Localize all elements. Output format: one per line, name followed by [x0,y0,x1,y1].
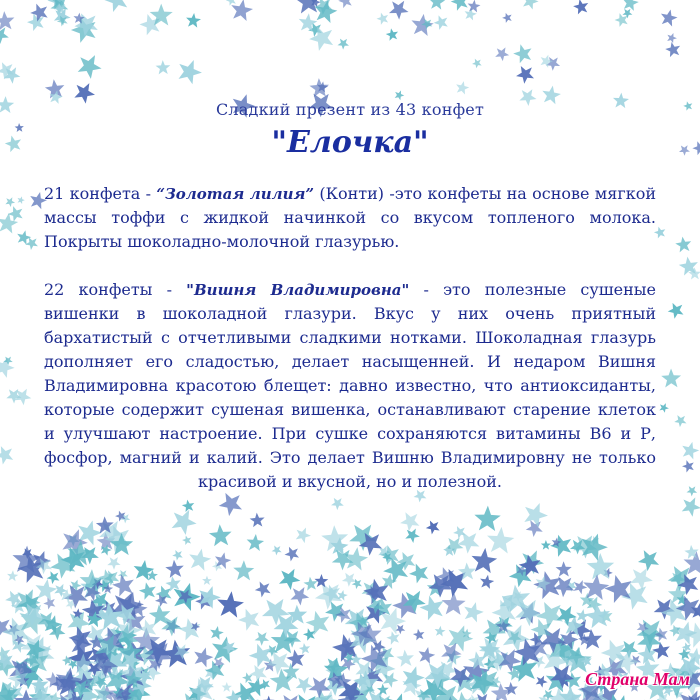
leaf-icon [252,628,272,648]
leaf-icon [624,562,656,594]
leaf-icon [289,587,310,607]
leaf-icon [5,196,16,207]
candy-name: "Вишня Владимировна" [186,281,410,299]
leaf-icon [104,553,122,571]
leaf-icon [664,31,678,45]
leaf-icon [514,64,534,85]
leaf-icon [14,122,26,134]
document-body [44,100,656,518]
leaf-icon [571,0,591,18]
leaf-icon [17,196,24,204]
leaf-icon [182,11,203,32]
leaf-icon [411,12,436,38]
leaf-icon [303,576,319,591]
leaf-icon [511,41,537,67]
leaf-icon [377,683,389,695]
leaf-icon [375,11,391,28]
leaf-icon [138,619,156,638]
leaf-icon [164,557,188,581]
leaf-icon [657,6,680,29]
leaf-icon [243,531,265,554]
leaf-icon [691,138,700,157]
leaf-icon [657,402,670,415]
leaf-icon [253,579,274,600]
leaf-icon [191,645,215,669]
leaf-icon [553,559,575,581]
leaf-icon [220,681,234,695]
leaf-icon [0,96,14,113]
leaf-icon [425,520,441,536]
leaf-icon [467,0,481,13]
leaf-icon [318,523,350,556]
leaf-icon [658,366,682,390]
paragraph-text: (Конти) -это конфеты на основе мягкой массы тоффи с жидкой начинкой со вкусом топленого молока. Покрыты шоколадно-молочной глазурью. [44,184,657,251]
leaf-icon [211,549,233,571]
leaf-icon [77,53,104,81]
leaf-icon [229,558,258,587]
leaf-icon [478,573,497,592]
leaf-icon [172,54,205,87]
paragraph-zolotaya-liliya [44,182,656,254]
leaf-icon [604,574,632,603]
leaf-icon [337,0,357,11]
leaf-icon [520,0,540,12]
candy-name: “Золотая лилия” [156,185,315,203]
leaf-icon [193,583,224,614]
leaf-icon [3,132,25,155]
subtitle: Сладкий презент из 43 конфет [215,100,485,119]
leaf-icon [535,675,548,689]
leaf-icon [680,440,700,461]
leaf-icon [278,567,302,592]
paragraph-text: - это полезные сушеные вишенки в шоколадной глазури. Вкус у них очень приятный бархатистый с отчетливыми сладкими нотками. Шоколадная глазурь дополняет его сладостью, делает насыщенней. И недаром Вишня Владимировна красотою блещет: давно известно, что антиоксиданты, которые содержит сушеная вишенка, останавливают старение клеток и улучшают настроение. При сушке сохраняются витамины В6 и Р, фосфор, магний и калий. Это делает Вишню Владимировну не только красивой и вкусной, но и полезной. [44,280,656,491]
paragraph-prefix: 21 конфета - [44,184,157,203]
leaf-icon [271,545,282,556]
leaf-icon [0,10,15,30]
leaf-icon [0,354,17,379]
leaf-icon [679,145,690,156]
leaf-icon [684,483,699,497]
leaf-icon [411,627,427,643]
leaf-icon [177,617,201,642]
leaf-icon [283,543,303,563]
leaf-icon [454,80,470,95]
leaf-icon [296,12,321,37]
leaf-icon [405,527,421,544]
leaf-icon [153,58,173,78]
leaf-icon [416,646,438,668]
leaf-icon [432,12,452,32]
leaf-icon [636,548,660,572]
leaf-icon [208,523,232,546]
leaf-icon [541,540,551,550]
page-title: "Елочка" [271,125,429,160]
leaf-icon [464,602,484,623]
leaf-icon [294,527,313,545]
paragraph-prefix: 22 конфеты - [44,280,187,299]
leaf-icon [682,460,694,472]
leaf-icon [210,625,225,640]
leaf-icon [677,494,700,520]
leaf-icon [386,0,413,22]
watermark-logo: Страна Мам [585,669,690,689]
leaf-icon [663,41,683,60]
leaf-icon [0,445,15,466]
leaf-icon [416,594,448,625]
leaf-icon [548,533,576,560]
leaf-icon [621,0,640,11]
leaf-icon [501,12,513,24]
leaf-icon [673,412,690,429]
leaf-icon [263,696,275,700]
leaf-icon [337,39,349,50]
leaf-icon [683,101,692,111]
leaf-icon [492,44,511,63]
leaf-icon [187,547,213,572]
paragraph-vishnya-vladimirovna [44,278,656,494]
leaf-icon [201,575,213,587]
leaf-icon [385,27,400,41]
leaf-icon [426,0,448,14]
leaf-icon [171,548,185,562]
leaf-icon [259,679,272,691]
leaf-icon [395,647,417,670]
leaf-icon [104,0,127,12]
leaf-icon [667,302,686,320]
leaf-icon [585,550,619,585]
leaf-icon [471,57,484,70]
leaf-icon [235,604,265,634]
leaf-icon [467,545,502,579]
leaf-icon [297,641,313,657]
leaf-icon [35,578,59,603]
leaf-icon [387,693,412,700]
leaf-icon [181,535,193,547]
leaf-icon [673,234,695,256]
leaf-icon [432,624,447,639]
